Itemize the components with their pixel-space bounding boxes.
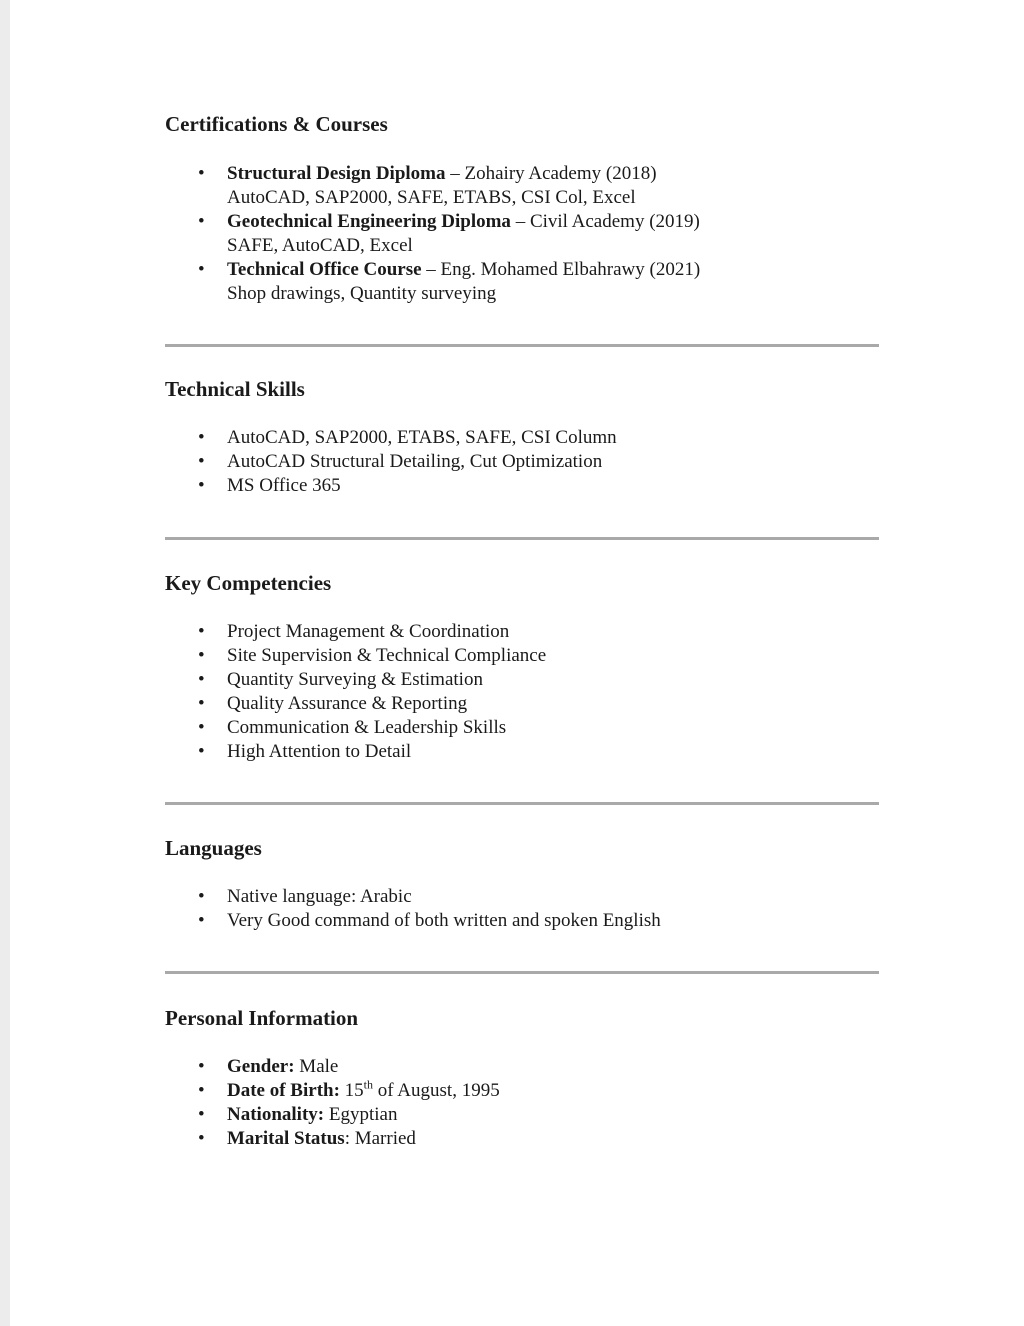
list-item: • Site Supervision & Technical Compliance xyxy=(198,645,547,666)
technical-skills-section xyxy=(165,377,879,496)
list-item: • Structural Design Diploma – Zohairy Academy (2018) AutoCAD, SAP2000, SAFE, ETABS, CSI Col, Excel xyxy=(165,162,879,210)
bullet-icon: • xyxy=(198,163,205,184)
bullet-icon: • xyxy=(198,475,205,496)
personal-info-section xyxy=(165,1006,879,1149)
course-tools: AutoCAD, SAP2000, SAFE, ETABS, CSI Col, Excel xyxy=(227,187,636,208)
list-item: • Quantity Surveying & Estimation xyxy=(198,669,483,690)
personal-info-list xyxy=(165,1055,879,1151)
dob-item xyxy=(165,1079,879,1103)
certifications-section xyxy=(165,112,879,304)
nationality-value: Egyptian xyxy=(324,1104,398,1125)
languages-heading: Languages xyxy=(165,836,262,860)
list-item: • Very Good command of both written and spoken English xyxy=(198,910,661,931)
bullet-icon: • xyxy=(198,1104,205,1125)
list-item: • MS Office 365 xyxy=(198,475,341,496)
marital-value: Married xyxy=(349,1128,416,1149)
list-item: • AutoCAD Structural Detailing, Cut Optimization xyxy=(198,451,603,472)
bullet-icon: • xyxy=(198,427,205,448)
bullet-icon: • xyxy=(198,669,205,690)
list-item: • Geotechnical Engineering Diploma – Civil Academy (2019) SAFE, AutoCAD, Excel xyxy=(165,210,879,258)
gender-label: Gender: xyxy=(227,1056,295,1077)
dob-label: Date of Birth: xyxy=(227,1080,340,1101)
document-page xyxy=(10,0,1024,1326)
bullet-icon: • xyxy=(198,1080,205,1101)
section-divider xyxy=(165,537,879,540)
section-divider xyxy=(165,344,879,347)
bullet-icon: • xyxy=(198,717,205,738)
certifications-list xyxy=(165,162,879,306)
competencies-heading: Key Competencies xyxy=(165,571,332,595)
list-item: • Technical Office Course – Eng. Mohamed Elbahrawy (2021) Shop drawings, Quantity surveying xyxy=(165,258,879,306)
bullet-icon: • xyxy=(198,693,205,714)
bullet-icon: • xyxy=(198,451,205,472)
languages-section xyxy=(165,836,879,931)
list-item: • Quality Assurance & Reporting xyxy=(198,693,468,714)
marital-item: • Marital Status: Married xyxy=(198,1128,416,1149)
course-tools: SAFE, AutoCAD, Excel xyxy=(227,235,413,256)
dob-suffix: th xyxy=(363,1077,374,1092)
bullet-icon: • xyxy=(198,211,205,232)
course-tools: Shop drawings, Quantity surveying xyxy=(227,283,497,304)
competencies-section xyxy=(165,571,879,762)
bullet-icon: • xyxy=(198,741,205,762)
nationality-item xyxy=(165,1103,879,1127)
viewer-left-margin xyxy=(0,0,10,1326)
marital-label: Marital Status xyxy=(227,1128,345,1149)
bullet-icon: • xyxy=(198,1056,205,1077)
technical-skills-list xyxy=(165,426,879,498)
bullet-icon: • xyxy=(198,259,205,280)
dob-rest: of August, 1995 xyxy=(373,1080,500,1101)
personal-info-heading: Personal Information xyxy=(165,1006,359,1030)
list-item: • High Attention to Detail xyxy=(198,741,412,762)
bullet-icon: • xyxy=(198,1128,205,1149)
list-item: • Native language: Arabic xyxy=(198,886,412,907)
list-item: • Communication & Leadership Skills xyxy=(198,717,507,738)
gender-value: Male xyxy=(294,1056,339,1077)
list-item: • Project Management & Coordination xyxy=(198,621,510,642)
languages-list xyxy=(165,885,879,933)
bullet-icon: • xyxy=(198,910,205,931)
technical-skills-heading: Technical Skills xyxy=(165,377,305,401)
section-divider xyxy=(165,971,879,974)
dob-day: 15 xyxy=(339,1080,364,1101)
list-item: • AutoCAD, SAP2000, ETABS, SAFE, CSI Column xyxy=(198,427,617,448)
bullet-icon: • xyxy=(198,645,205,666)
bullet-icon: • xyxy=(198,886,205,907)
bullet-icon: • xyxy=(198,621,205,642)
section-divider xyxy=(165,802,879,805)
gender-item xyxy=(165,1055,879,1079)
certifications-heading: Certifications & Courses xyxy=(165,112,388,136)
competencies-list xyxy=(165,620,879,764)
nationality-label: Nationality: xyxy=(227,1104,325,1125)
